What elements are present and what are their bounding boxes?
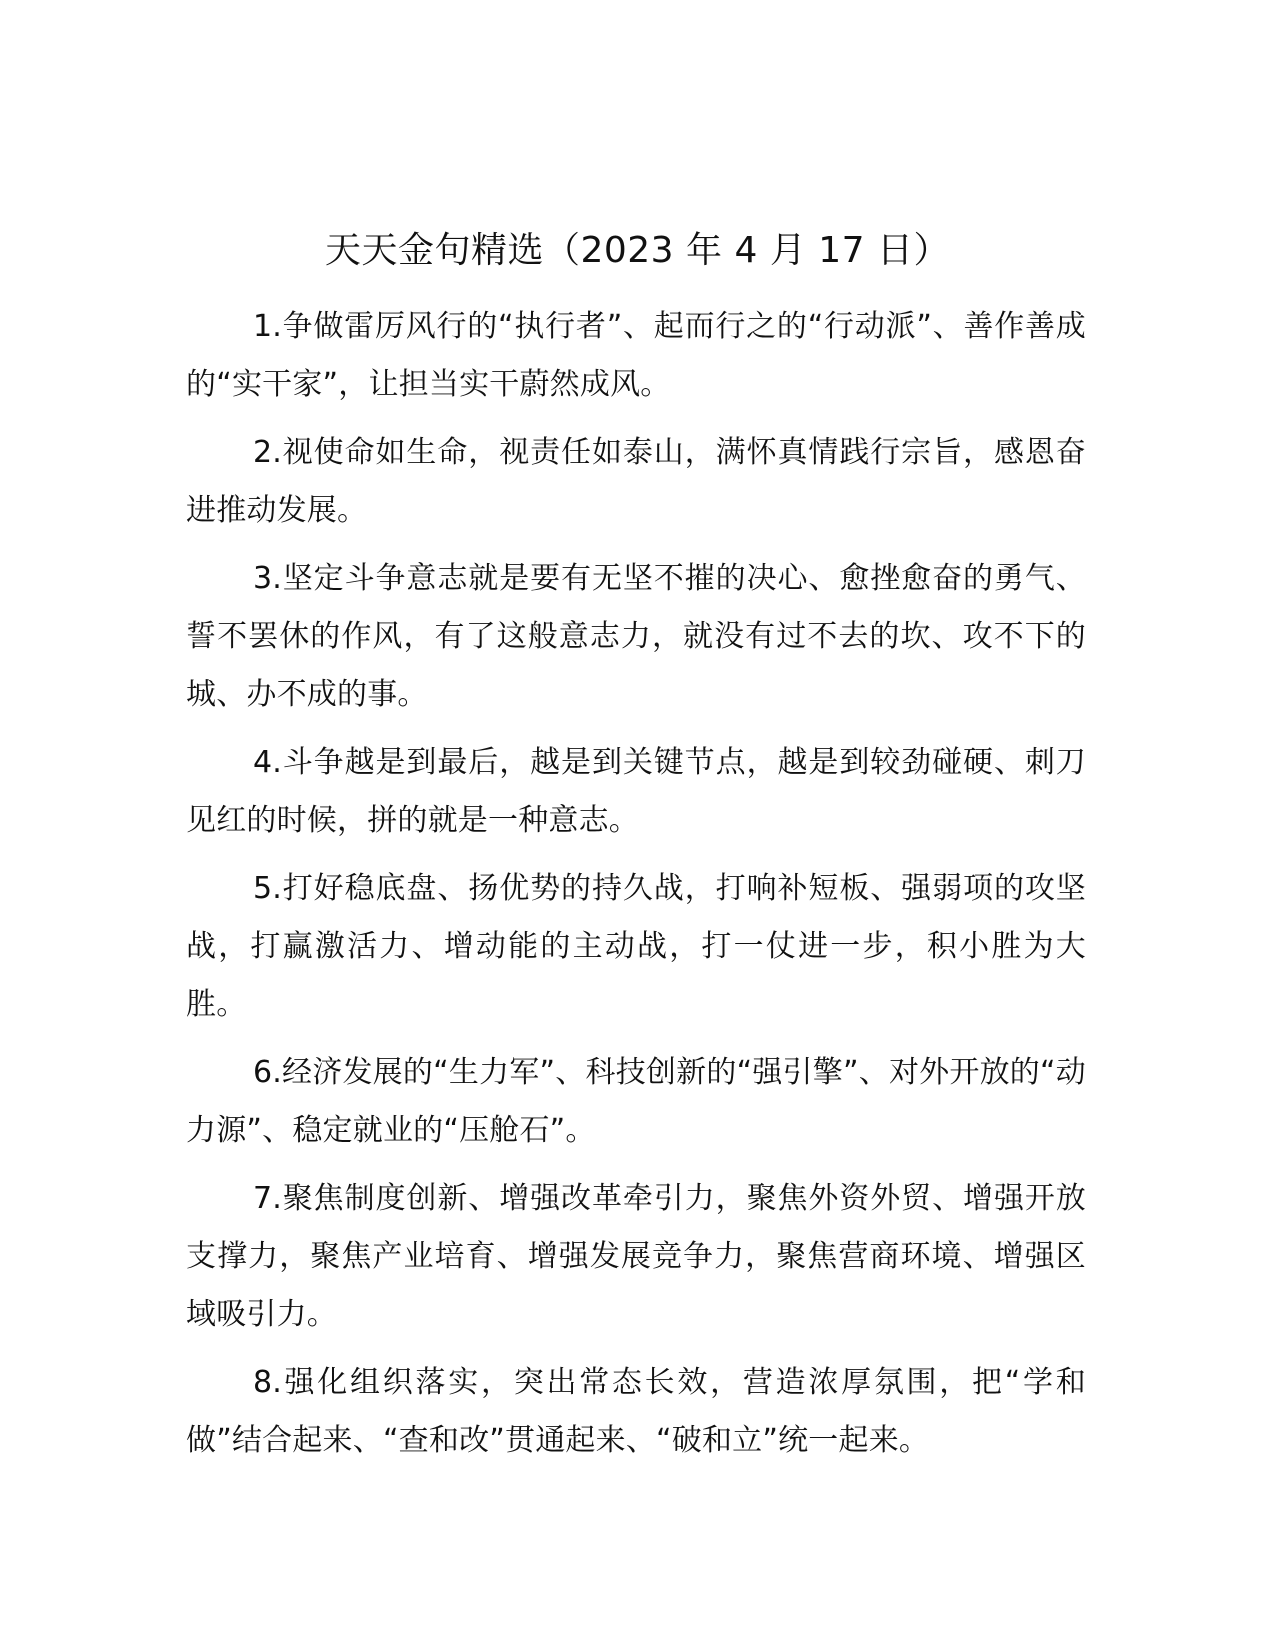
paragraph-8: 8.强化组织落实，突出常态长效，营造浓厚氛围，把“学和做”结合起来、“查和改”贯通起来、“破和立”统一起来。: [186, 1365, 1086, 1458]
paragraph-1: 1.争做雷厉风行的“执行者”、起而行之的“行动派”、善作善成的“实干家”，让担当实干蔚然成风。: [186, 309, 1086, 402]
paragraph-5: 5.打好稳底盘、扬优势的持久战，打响补短板、强弱项的攻坚战，打赢激活力、增动能的主动战，打一仗进一步，积小胜为大胜。: [186, 871, 1086, 1022]
paragraph-6: 6.经济发展的“生力军”、科技创新的“强引擎”、对外开放的“动力源”、稳定就业的“压舱石”。: [186, 1055, 1086, 1148]
paragraph-7: 7.聚焦制度创新、增强改革牵引力，聚焦外资外贸、增强开放支撑力，聚焦产业培育、增强发展竞争力，聚焦营商环境、增强区域吸引力。: [186, 1181, 1086, 1332]
paragraph-4: 4.斗争越是到最后，越是到关键节点，越是到较劲碰硬、刺刀见红的时候，拼的就是一种意志。: [186, 745, 1086, 838]
document-body: [186, 298, 1086, 1480]
paragraph-3: 3.坚定斗争意志就是要有无坚不摧的决心、愈挫愈奋的勇气、誓不罢休的作风，有了这般意志力，就没有过不去的坎、攻不下的城、办不成的事。: [186, 561, 1086, 712]
page-title: 天天金句精选（2023 年 4 月 17 日）: [324, 230, 951, 271]
paragraph-2: 2.视使命如生命，视责任如泰山，满怀真情践行宗旨，感恩奋进推动发展。: [186, 435, 1086, 528]
